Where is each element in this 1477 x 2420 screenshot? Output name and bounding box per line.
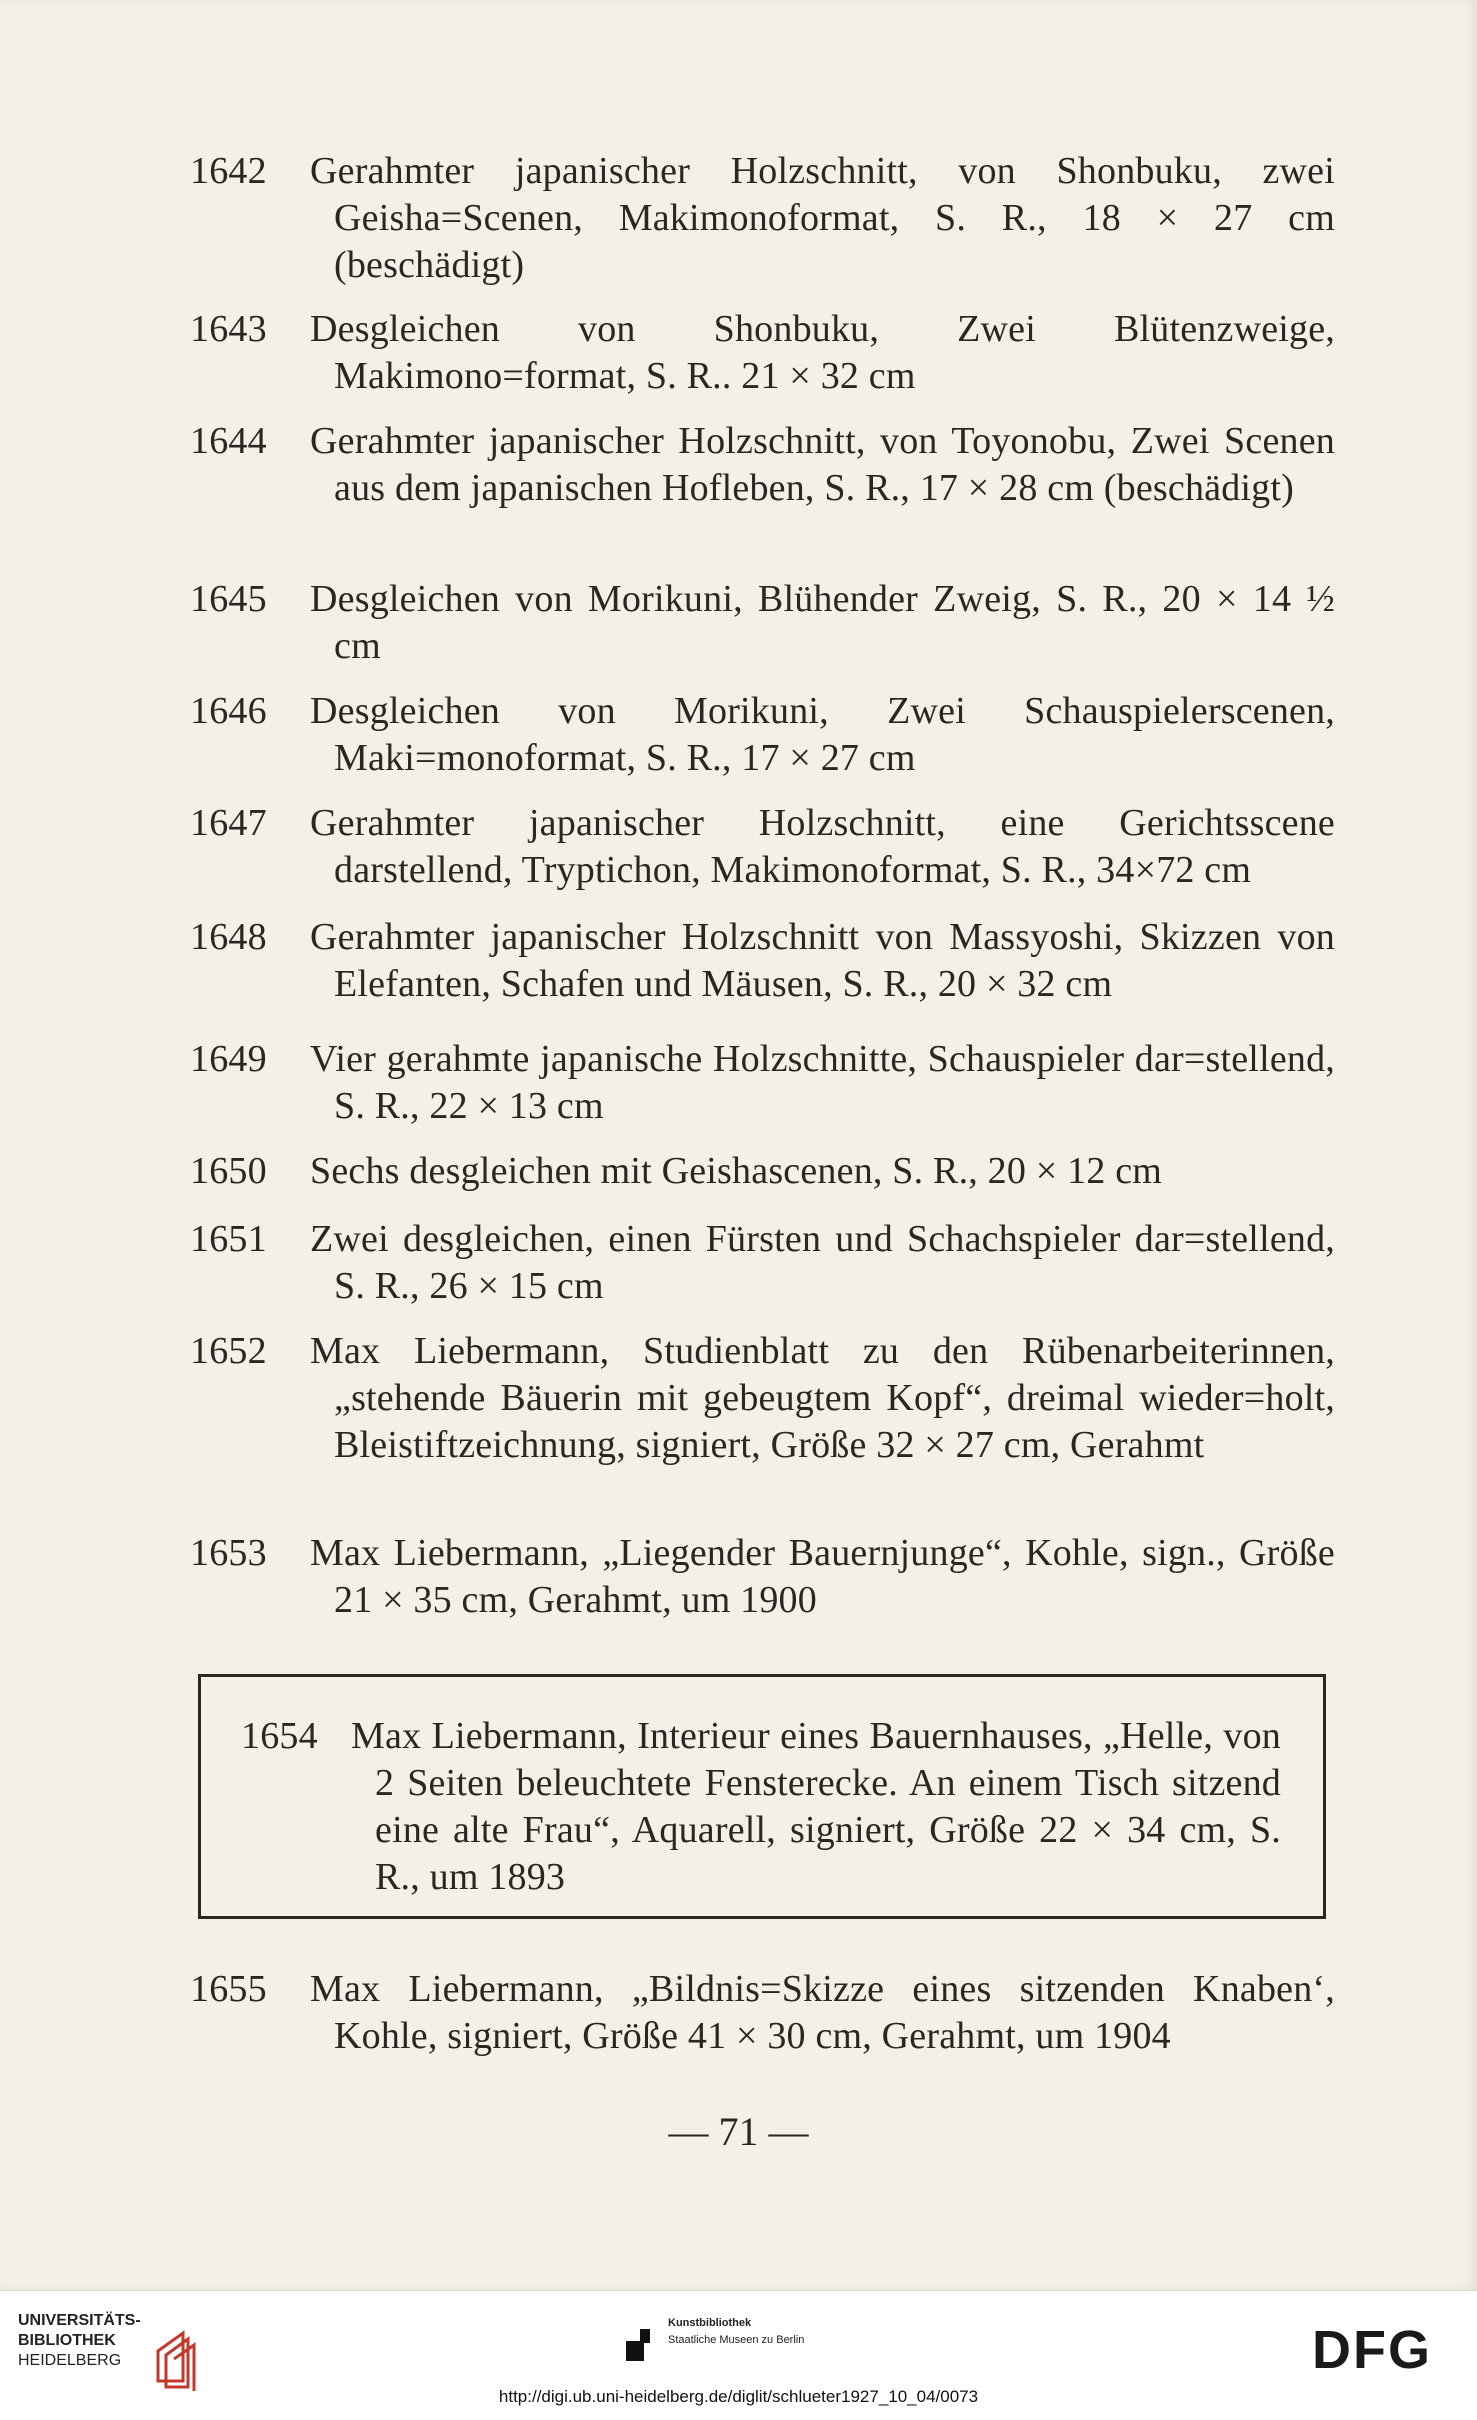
catalog-entry-1644: [190, 418, 1335, 512]
entry-number: 1654: [241, 1715, 318, 1757]
catalog-entry-1652: [190, 1328, 1335, 1469]
kunstbibliothek-emblem-icon: [626, 2329, 654, 2361]
catalog-entry-1649: [190, 1036, 1335, 1130]
entry-text: Sechs desgleichen mit Geishascenen, S. R., 20 × 12 cm: [310, 1150, 1163, 1192]
entry-text: Max Liebermann, Studienblatt zu den Rübenarbeiterinnen, „stehende Bäuerin mit gebeugtem Kopf“, dreimal wieder=holt, Bleistiftzeichnung, signiert, Größe 32 × 27 cm, Gerahmt: [310, 1330, 1335, 1466]
entry-text: Gerahmter japanischer Holzschnitt, eine Gerichtsscene darstellend, Tryptichon, Makimonoformat, S. R., 34×72 cm: [310, 802, 1335, 891]
catalog-entry-1653: [190, 1530, 1335, 1624]
entry-text: Desgleichen von Shonbuku, Zwei Blütenzweige, Makimono=format, S. R.. 21 × 32 cm: [310, 308, 1335, 397]
entry-number: 1647: [190, 802, 267, 844]
entry-number: 1653: [190, 1532, 267, 1574]
entry-number: 1650: [190, 1150, 267, 1192]
entry-text: Max Liebermann, Interieur eines Bauernhauses, „Helle, von 2 Seiten beleuchtete Fensterecke. An einem Tisch sitzend eine alte Frau“, Aquarell, signiert, Größe 22 × 34 cm, S. R., um 1893: [351, 1715, 1281, 1898]
entry-number: 1652: [190, 1330, 267, 1372]
entry-number: 1651: [190, 1218, 267, 1260]
entry-number: 1646: [190, 690, 267, 732]
catalog-entry-1654: [241, 1713, 1281, 1901]
library-emblem-icon: [148, 2321, 218, 2391]
entry-text: Gerahmter japanischer Holzschnitt, von Toyonobu, Zwei Scenen aus dem japanischen Hofleben, S. R., 17 × 28 cm (beschädigt): [310, 420, 1335, 509]
catalog-entry-1650: [190, 1148, 1335, 1195]
entry-text: Max Liebermann, „Bildnis=Skizze eines sitzenden Knaben‘, Kohle, signiert, Größe 41 × 30 cm, Gerahmt, um 1904: [310, 1968, 1335, 2057]
page-number: — 71 —: [668, 2109, 809, 2154]
kunstbibliothek-wordmark: Kunstbibliothek Staatliche Museen zu Berlin: [668, 2317, 805, 2346]
entry-text: Desgleichen von Morikuni, Zwei Schauspielerscenen, Maki=monoformat, S. R., 17 × 27 cm: [310, 690, 1335, 779]
entry-text: Desgleichen von Morikuni, Blühender Zweig, S. R., 20 × 14 ½ cm: [310, 578, 1335, 667]
catalog-entry-1646: [190, 688, 1335, 782]
entry-text: Gerahmter japanischer Holzschnitt von Massyoshi, Skizzen von Elefanten, Schafen und Mäusen, S. R., 20 × 32 cm: [310, 916, 1335, 1005]
entry-number: 1655: [190, 1968, 267, 2010]
university-library-wordmark: UNIVERSITÄTS- BIBLIOTHEK HEIDELBERG: [18, 2312, 141, 2369]
entry-number: 1643: [190, 308, 267, 350]
entry-number: 1642: [190, 150, 267, 192]
catalog-entry-1643: [190, 306, 1335, 400]
footer-bar: [0, 2290, 1477, 2420]
catalog-entry-1647: [190, 800, 1335, 894]
catalog-entry-1655: [190, 1966, 1335, 2060]
dfg-logo[interactable]: DFG: [1312, 2320, 1432, 2380]
entry-text: Max Liebermann, „Liegender Bauernjunge“, Kohle, sign., Größe 21 × 35 cm, Gerahmt, um 1900: [310, 1532, 1335, 1621]
permalink-url[interactable]: http://digi.ub.uni-heidelberg.de/diglit/schlueter1927_10_04/0073: [498, 2387, 979, 2406]
entry-number: 1645: [190, 578, 267, 620]
catalog-entry-1642: [190, 148, 1335, 289]
entry-number: 1648: [190, 916, 267, 958]
catalog-entry-1648: [190, 914, 1335, 1008]
entry-text: Zwei desgleichen, einen Fürsten und Schachspieler dar=stellend, S. R., 26 × 15 cm: [310, 1218, 1335, 1307]
entry-number: 1649: [190, 1038, 267, 1080]
catalog-entry-1651: [190, 1216, 1335, 1310]
entry-text: Vier gerahmte japanische Holzschnitte, Schauspieler dar=stellend, S. R., 22 × 13 cm: [310, 1038, 1335, 1127]
entry-text: Gerahmter japanischer Holzschnitt, von Shonbuku, zwei Geisha=Scenen, Makimonoformat, S. R., 18 × 27 cm (beschädigt): [310, 150, 1335, 286]
entry-number: 1644: [190, 420, 267, 462]
catalog-entry-1645: [190, 576, 1335, 670]
highlighted-entry-box: [198, 1674, 1326, 1919]
